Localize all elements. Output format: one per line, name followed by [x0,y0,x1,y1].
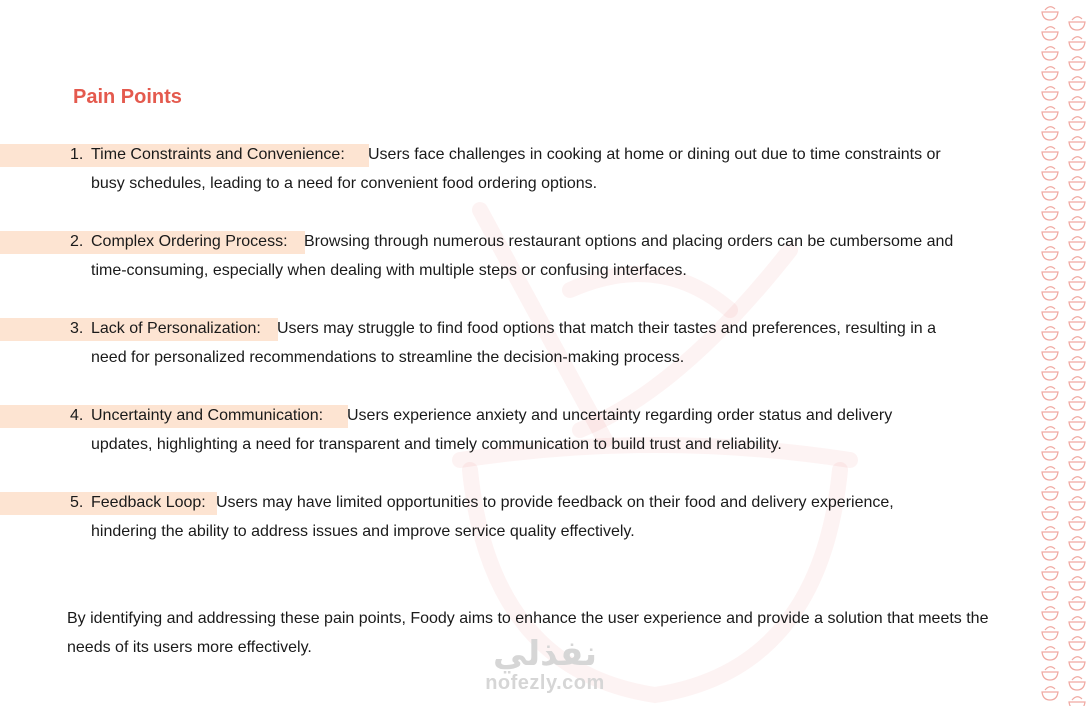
small-bowl-icon [1042,667,1058,680]
small-bowl-icon [1042,307,1058,320]
small-bowl-icon [1042,167,1058,180]
small-bowl-icon [1042,87,1058,100]
item-text-continued: busy schedules, leading to a need for convenient food ordering options. [91,175,598,192]
small-bowl-icon [1042,627,1058,640]
logo-latin-text: nofezly.com [485,672,605,694]
small-bowl-icon [1069,37,1085,50]
small-bowl-icon [1069,357,1085,370]
small-bowl-icon [1042,47,1058,60]
small-bowl-icon [1069,477,1085,490]
item-text: Users may have limited opportunities to provide feedback on their food and delivery experience, [216,494,894,511]
small-bowl-icon [1069,377,1085,390]
item-text: Users may struggle to find food options that match their tastes and preferences, resulting in a [277,320,937,337]
small-bowl-icon [1069,417,1085,430]
small-bowl-icon [1069,397,1085,410]
small-bowl-icon [1069,237,1085,250]
small-bowl-icon [1042,447,1058,460]
small-bowl-icon [1042,687,1058,700]
small-bowl-icon [1069,497,1085,510]
item-number: 4. [70,407,84,424]
small-bowl-icon [1069,17,1085,30]
small-bowl-icon [1042,507,1058,520]
small-bowl-icon [1069,577,1085,590]
list-item [0,140,1030,198]
small-bowl-icon [1069,117,1085,130]
small-bowl-icon [1042,467,1058,480]
small-bowl-icon [1042,187,1058,200]
small-bowl-icon [1042,287,1058,300]
item-label: Feedback Loop: [91,494,206,511]
small-bowl-icon [1069,97,1085,110]
small-bowl-icon [1069,317,1085,330]
item-number: 3. [70,320,84,337]
small-bowl-icon [1069,277,1085,290]
small-bowl-icon [1042,327,1058,340]
small-bowl-icon [1042,427,1058,440]
small-bowl-icon [1069,337,1085,350]
small-bowl-icon [1042,367,1058,380]
small-bowl-icon [1042,587,1058,600]
item-text-continued: hindering the ability to address issues and improve service quality effectively. [91,523,635,540]
small-bowl-icon [1042,207,1058,220]
small-bowl-icon [1069,437,1085,450]
decorative-bowl-pattern [1033,0,1091,706]
list-item [0,227,1030,285]
item-text: Users experience anxiety and uncertainty regarding order status and delivery [347,407,893,424]
page-title: Pain Points [73,86,182,108]
small-bowl-icon [1042,7,1058,20]
small-bowl-icon [1042,547,1058,560]
small-bowl-icon [1069,677,1085,690]
small-bowl-icon [1042,387,1058,400]
small-bowl-icon [1042,347,1058,360]
small-bowl-icon [1069,77,1085,90]
small-bowl-icon [1042,647,1058,660]
item-text-continued: updates, highlighting a need for transparent and timely communication to build trust and reliability. [91,436,782,453]
summary-paragraph: By identifying and addressing these pain points, Foody aims to enhance the user experience and provide a solution that meets the needs of its users more effectively. [67,610,989,656]
small-bowl-icon [1042,107,1058,120]
item-label: Lack of Personalization: [91,320,261,337]
small-bowl-icon [1069,637,1085,650]
small-bowl-icon [1069,157,1085,170]
small-bowl-icon [1069,517,1085,530]
item-text: Users face challenges in cooking at home or dining out due to time constraints or [368,146,941,163]
small-bowl-icon [1042,27,1058,40]
logo-arabic-text: نفذلي [492,635,598,673]
small-bowl-icon [1042,527,1058,540]
small-bowl-icon [1042,607,1058,620]
item-label: Uncertainty and Communication: [91,407,324,424]
small-bowl-icon [1069,217,1085,230]
item-label: Complex Ordering Process: [91,233,288,250]
small-bowl-icon [1042,147,1058,160]
item-text-continued: time-consuming, especially when dealing with multiple steps or confusing interfaces. [91,262,687,279]
list-item [0,314,1030,372]
small-bowl-icon [1069,557,1085,570]
list-item [0,488,1030,546]
small-bowl-icon [1069,697,1085,706]
item-text: Browsing through numerous restaurant options and placing orders can be cumbersome and [304,233,954,250]
small-bowl-icon [1042,127,1058,140]
small-bowl-icon [1069,197,1085,210]
small-bowl-icon [1069,57,1085,70]
small-bowl-icon [1069,657,1085,670]
small-bowl-icon [1042,227,1058,240]
small-bowl-icon [1042,487,1058,500]
item-number: 1. [70,146,84,163]
small-bowl-icon [1069,297,1085,310]
small-bowl-icon [1069,617,1085,630]
small-bowl-icon [1042,567,1058,580]
small-bowl-icon [1042,267,1058,280]
small-bowl-icon [1069,457,1085,470]
small-bowl-icon [1069,137,1085,150]
small-bowl-icon [1069,177,1085,190]
small-bowl-icon [1042,407,1058,420]
list-item [0,401,1030,459]
small-bowl-icon [1042,247,1058,260]
small-bowl-icon [1069,597,1085,610]
item-text-continued: need for personalized recommendations to streamline the decision-making process. [91,349,685,366]
item-label: Time Constraints and Convenience: [91,146,345,163]
item-number: 2. [70,233,84,250]
small-bowl-icon [1069,257,1085,270]
item-number: 5. [70,494,84,511]
small-bowl-icon [1042,67,1058,80]
small-bowl-icon [1069,537,1085,550]
